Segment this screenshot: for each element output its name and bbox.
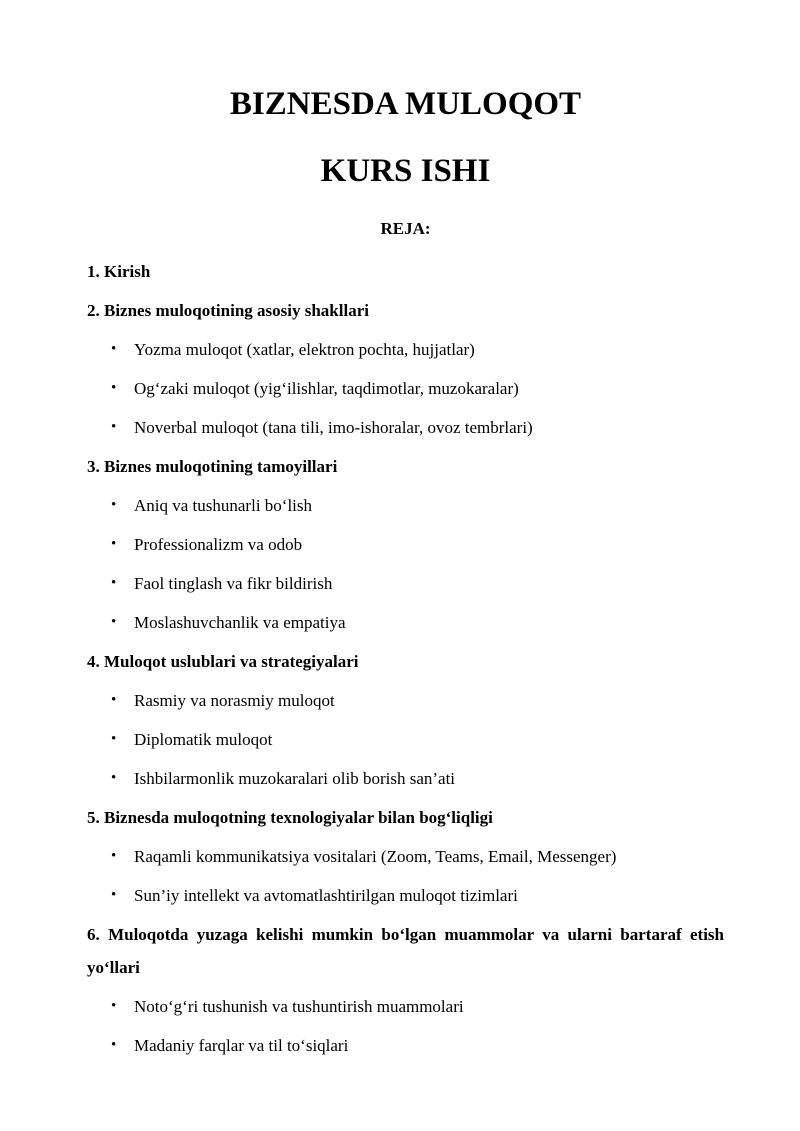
list-item <box>87 723 724 756</box>
list-item-text: Rasmiy va norasmiy muloqot <box>134 691 335 710</box>
list-item <box>87 1029 724 1062</box>
list-item-text: Sun’iy intellekt va avtomatlashtirilgan muloqot tizimlari <box>134 886 518 905</box>
bullet-icon: • <box>111 497 117 513</box>
bullet-icon: • <box>111 380 117 396</box>
section-heading: 3. Biznes muloqotining tamoyillari <box>87 457 338 476</box>
bullet-icon: • <box>111 341 117 357</box>
list-item <box>87 840 724 873</box>
list-item <box>87 489 724 522</box>
list-item-text: Og‘zaki muloqot (yig‘ilishlar, taqdimotlar, muzokaralar) <box>134 379 519 398</box>
bullet-icon: • <box>111 536 117 552</box>
bullet-icon: • <box>111 998 117 1014</box>
list-item-text: Professionalizm va odob <box>134 535 303 554</box>
bullet-icon: • <box>111 575 117 591</box>
section-1 <box>87 255 724 288</box>
plan-label: REJA: <box>380 219 431 238</box>
list-item-text: Madaniy farqlar va til to‘siqlari <box>134 1036 349 1055</box>
document-subtitle: KURS ISHI <box>320 153 491 189</box>
section-heading: 5. Biznesda muloqotning texnologiyalar bilan bog‘liqligi <box>87 808 493 827</box>
bullet-icon: • <box>111 692 117 708</box>
list-item <box>87 333 724 366</box>
list-item-text: Raqamli kommunikatsiya vositalari (Zoom, Teams, Email, Messenger) <box>134 847 617 866</box>
list-item-text: Ishbilarmonlik muzokaralari olib borish san’ati <box>134 769 456 788</box>
plan-outline <box>87 255 724 1068</box>
section-items <box>87 990 724 1062</box>
bullet-icon: • <box>111 848 117 864</box>
list-item <box>87 411 724 444</box>
list-item <box>87 372 724 405</box>
section-3 <box>87 450 724 639</box>
list-item-text: Aniq va tushunarli bo‘lish <box>134 496 313 515</box>
bullet-icon: • <box>111 770 117 786</box>
bullet-icon: • <box>111 1037 117 1053</box>
bullet-icon: • <box>111 887 117 903</box>
list-item <box>87 762 724 795</box>
bullet-icon: • <box>111 614 117 630</box>
list-item <box>87 567 724 600</box>
section-2 <box>87 294 724 444</box>
list-item-text: Diplomatik muloqot <box>134 730 273 749</box>
section-heading: 1. Kirish <box>87 262 151 281</box>
list-item <box>87 606 724 639</box>
section-items <box>87 333 724 444</box>
section-items <box>87 489 724 639</box>
section-5 <box>87 801 724 912</box>
list-item <box>87 990 724 1023</box>
bullet-icon: • <box>111 731 117 747</box>
bullet-icon: • <box>111 419 117 435</box>
list-item <box>87 684 724 717</box>
list-item-text: Faol tinglash va fikr bildirish <box>134 574 333 593</box>
section-6 <box>87 918 724 1062</box>
list-item <box>87 879 724 912</box>
section-4 <box>87 645 724 795</box>
list-item-text: Moslashuvchanlik va empatiya <box>134 613 346 632</box>
list-item-text: Noto‘g‘ri tushunish va tushuntirish muammolari <box>134 997 464 1016</box>
section-heading: 4. Muloqot uslublari va strategiyalari <box>87 652 359 671</box>
list-item-text: Yozma muloqot (xatlar, elektron pochta, hujjatlar) <box>134 340 475 359</box>
section-items <box>87 840 724 912</box>
section-heading: 6. Muloqotda yuzaga kelishi mumkin bo‘lgan muammolar va ularni bartaraf etish yo‘llari <box>87 925 724 977</box>
list-item-text: Noverbal muloqot (tana tili, imo-ishoralar, ovoz tembrlari) <box>134 418 533 437</box>
document-title: BIZNESDA MULOQOT <box>229 86 582 122</box>
section-items <box>87 684 724 795</box>
section-heading: 2. Biznes muloqotining asosiy shakllari <box>87 301 369 320</box>
list-item <box>87 528 724 561</box>
